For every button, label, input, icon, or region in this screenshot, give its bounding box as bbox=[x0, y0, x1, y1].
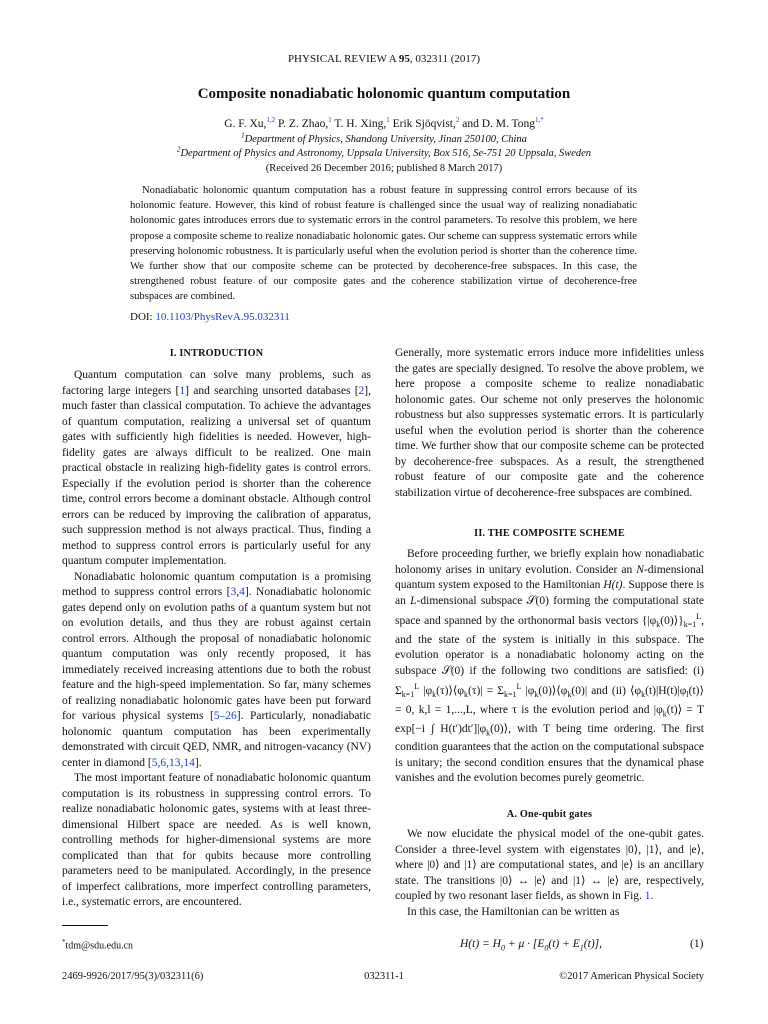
journal-article: , 032311 (2017) bbox=[409, 53, 481, 65]
text-run: (0)| and (ii) ⟨φ bbox=[571, 684, 642, 697]
journal-header bbox=[0, 53, 768, 65]
footer-copyright: ©2017 American Physical Society bbox=[559, 971, 704, 982]
text-run: , bbox=[236, 586, 240, 598]
right-column-bottom bbox=[395, 827, 704, 920]
paragraph: The most important feature of nonadiabatic holonomic quantum computation is its robustness in suppressing control errors. To realize nonadiabatic holonomic gates, systems with at least three-dimensional Hilbert space are needed. As is well known, controlling methods for higher-dimensional systems are more complicated than that for qubits because more controlling parameters need to be manipulated. Accordingly, in the presence of imperfect calibrations, more imperfect controlling parameters, i.e., systematic errors, are encountered. bbox=[62, 772, 371, 908]
author-affiliation-mark[interactable]: 1,* bbox=[535, 116, 544, 125]
text-run: Nonadiabatic holonomic quantum computation is a promising method to suppress control errors [ bbox=[62, 570, 371, 598]
math-symbol: L bbox=[410, 594, 417, 607]
footer-page-number: 032311-1 bbox=[364, 971, 404, 982]
citation-link[interactable]: 2 bbox=[358, 384, 365, 397]
text-run: |φ bbox=[419, 684, 433, 697]
text-run: (τ)| = Σ bbox=[468, 684, 504, 697]
math-subscript: l bbox=[686, 690, 689, 700]
affiliation-mark: 2 bbox=[176, 145, 181, 154]
equation-number: (1) bbox=[690, 938, 704, 950]
footnote-divider bbox=[62, 925, 108, 926]
text-run: . Suppose there is an bbox=[395, 579, 704, 607]
section-heading-introduction: I. INTRODUCTION bbox=[169, 348, 264, 359]
text-run: (t)⟩ = T exp[−i ∫ H(t′)dt′]|φ bbox=[395, 703, 704, 735]
footnote-mark: * bbox=[62, 938, 66, 946]
citation-link[interactable]: 1 bbox=[179, 384, 186, 397]
corresponding-email[interactable]: tdm@sdu.edu.cn bbox=[65, 940, 134, 952]
doi-line bbox=[130, 311, 290, 323]
paragraph bbox=[395, 827, 704, 905]
text-run: ] and searching unsorted databases [ bbox=[185, 384, 359, 397]
author-affiliation-mark[interactable]: 1 bbox=[328, 116, 332, 125]
text-run: ]. Nonadiabatic holonomic gates depend only on evolution paths of a quantum system but not on evolution details, and thus they are robust against certain control errors. Although the proposal of nonadiabatic holonomic quantum computation was only recently proposed, it has immediately received increasing attentions due to both the robust feature and the high-speed implementation. So far, many schemes of realizing nonadiabatic holonomic gates have been put forward for various physical systems [ bbox=[62, 586, 371, 722]
math-subscript: k=1 bbox=[401, 690, 415, 700]
math-subscript: k=1 bbox=[503, 690, 517, 700]
paragraph bbox=[395, 547, 704, 787]
abstract-text: Nonadiabatic holonomic quantum computation has a robust feature in suppressing control errors because of its holonomic feature. However, this kind of robust feature is challenged since the usual way of realizing nonadiabatic holonomic gates introduces errors due to systematic errors in the control parameters. To resolve this problem, we here propose a composite scheme to realize nonadiabatic holonomic gates. Our scheme can suppress systematic errors while preserving holonomic robustness. It is particularly useful when the evolution period is shorter than the coherence time. We further show that our composite scheme can be protected by decoherence-free subspaces. In this case, the strengthened robust feature of our composite gates and the coherence stabilization virtue of decoherence-free subspaces are combined. bbox=[130, 185, 637, 303]
author-affiliation-mark[interactable]: 2 bbox=[455, 116, 460, 125]
author-affiliation-mark[interactable]: 1 bbox=[386, 116, 390, 125]
affiliation-text: Department of Physics, Shandong University, Jinan 250100, China bbox=[244, 134, 527, 145]
math-subscript: k bbox=[567, 690, 572, 700]
right-column-top bbox=[395, 346, 704, 501]
author-name: P. Z. Zhao, bbox=[275, 118, 329, 130]
equation-subscript: 1 bbox=[579, 943, 584, 953]
journal-name: PHYSICAL REVIEW A bbox=[287, 53, 399, 65]
received-dates: (Received 26 December 2016; published 8 March 2017) bbox=[265, 163, 503, 174]
footer-issn: 2469-9926/2017/95(3)/032311(6) bbox=[62, 971, 204, 982]
math-symbol: N bbox=[636, 563, 644, 576]
text-run: (t)⟩ = 0, k,l = 1,...,L, where τ is the evolution period and |φ bbox=[395, 684, 704, 716]
math-subscript: k bbox=[432, 690, 437, 700]
doi-label: DOI: bbox=[130, 311, 156, 323]
text-run: (0)⟩} bbox=[660, 614, 684, 627]
left-column bbox=[62, 368, 371, 911]
figure-link[interactable]: 1 bbox=[644, 890, 651, 902]
citation-link[interactable]: 4 bbox=[239, 586, 245, 598]
text-run: (t)|H(t)|φ bbox=[645, 684, 687, 697]
text-run: (0)⟩, with T being time ordering. The first condition guarantees that the action on the computational subspace is unitary; the second condition ensures that the dynamical phase vanishes and the evolution becomes purely geometric. bbox=[395, 722, 705, 785]
journal-volume: 95 bbox=[398, 53, 410, 65]
math-subscript: k bbox=[486, 727, 491, 737]
citation-link[interactable]: 5–26 bbox=[213, 710, 237, 722]
text-run: We now elucidate the physical model of the one-qubit gates. Consider a three-level system with eigenstates |0⟩, |1⟩, and |e⟩, where |0⟩ and |1⟩ are computational states, and |e⟩ is an ancillary state. The transitions |0⟩ ↔ |e⟩ and |1⟩ ↔ |e⟩ are, respectively, coupled by two resonant laser fields, as shown in Fig. bbox=[395, 828, 704, 902]
paragraph: Generally, more systematic errors induce more infidelities unless the gates are specially designed. To resolve the above problem, we here propose a composite scheme to realize nonadiabatic holonomic gates. Our scheme not only preserves the holonomic robustness but also suppresses systematic errors. It is particularly useful when the evolution period is shorter than the coherence time. We further show that our composite scheme can be protected by decoherence-free subspaces. As a result, the strengthened robust feature of our composite gate and the coherence stabilization virtue of decoherence-free subspaces are combined. bbox=[395, 347, 704, 499]
affiliation-mark: 1 bbox=[241, 131, 245, 140]
math-subscript: k bbox=[464, 690, 469, 700]
author-list bbox=[0, 118, 768, 130]
subsection-heading-one-qubit-gates: A. One-qubit gates bbox=[506, 809, 593, 820]
author-affiliation-mark[interactable]: 1,2 bbox=[266, 116, 276, 125]
math-subscript: k=1 bbox=[683, 620, 697, 630]
equation-part: + μ · [E bbox=[504, 938, 545, 950]
paragraph: In this case, the Hamiltonian can be written as bbox=[407, 905, 620, 918]
math-subscript: k bbox=[534, 690, 539, 700]
equation-subscript: 0 bbox=[500, 943, 505, 953]
equation-part: (t)], bbox=[583, 938, 603, 950]
text-run: Quantum computation can solve many problems, such as factoring large integers [ bbox=[62, 369, 371, 397]
text-run: , and the state of the system is initially in this subspace. The evolution operator is a nonadiabatic holonomy acting on the subspace 𝒮(0) if the following two conditions are satisfied: (i) Σ bbox=[395, 614, 704, 697]
affiliation-text: Department of Physics and Astronomy, Uppsala University, Box 516, Se-751 20 Uppsala, Sweden bbox=[180, 148, 592, 159]
text-run: . bbox=[650, 890, 654, 902]
text-run: -dimensional subspace 𝒮(0) forming the computational state space and spanned by the orthonormal basis vectors {|φ bbox=[395, 594, 705, 627]
paper-title: Composite nonadiabatic holonomic quantum computation bbox=[197, 86, 571, 102]
equation-subscript: 0 bbox=[544, 943, 549, 953]
text-run: ]. bbox=[194, 756, 202, 769]
right-column-middle bbox=[395, 547, 704, 787]
math-symbol: H(t) bbox=[603, 579, 623, 591]
text-run: ], much faster than classical computation. To achieve the advantages of quantum computation, realizing a universal set of quantum gates with sufficiently high fidelities is needed. However, high-fidelity gates are always difficult to be realized. One main practical obstacle in realizing high-fidelity gates is control errors. Especially if the evolution period is shorter than the coherence time, control errors become a dominant obstacle. Although control errors can be reduced by improving the calibration of apparatus, such suppression method is not always practical. Thus, finding a method to suppress control errors is particularly useful for any quantum computer implementation. bbox=[62, 384, 371, 567]
text-run: |φ bbox=[521, 684, 535, 697]
citation-link[interactable]: 5,6,13,14 bbox=[151, 756, 195, 769]
affiliation-2 bbox=[0, 145, 768, 159]
math-superscript: L bbox=[414, 682, 420, 692]
section-heading-composite-scheme: II. THE COMPOSITE SCHEME bbox=[474, 528, 625, 539]
text-run: ]. Particularly, nonadiabatic holonomic quantum computation has been experimentally demonstrated with circuit QED, NMR, and nitrogen-vacancy (NV) center in diamond [ bbox=[62, 710, 372, 769]
abstract bbox=[130, 183, 637, 305]
text-run: (τ)⟩⟨φ bbox=[436, 684, 465, 697]
math-superscript: L bbox=[696, 612, 702, 621]
equation-part: (t) + E bbox=[548, 938, 580, 950]
math-subscript: k bbox=[641, 690, 646, 700]
paragraph bbox=[62, 570, 371, 772]
equation-part: H(t) = H bbox=[460, 938, 501, 950]
citation-link[interactable]: 3 bbox=[230, 586, 237, 598]
doi-link[interactable]: 10.1103/PhysRevA.95.032311 bbox=[155, 311, 290, 323]
author-name: G. F. Xu, bbox=[224, 118, 267, 130]
affiliation-1 bbox=[0, 131, 768, 145]
author-name: Erik Sjöqvist, bbox=[389, 118, 456, 130]
math-subscript: k bbox=[662, 709, 667, 719]
footnote bbox=[62, 938, 133, 951]
math-subscript: k bbox=[656, 620, 661, 630]
equation-hamiltonian bbox=[460, 938, 602, 952]
text-run: (0)⟩⟨φ bbox=[538, 684, 568, 697]
author-name: and D. M. Tong bbox=[459, 118, 536, 130]
text-run: -dimensional quantum system exposed to the Hamiltonian bbox=[395, 563, 704, 591]
author-name: T. H. Xing, bbox=[331, 118, 387, 130]
text-run: Before proceeding further, we briefly explain how nonadiabatic holonomy arises in unitary evolution. Consider an bbox=[395, 548, 704, 576]
paragraph bbox=[62, 368, 371, 570]
math-superscript: L bbox=[516, 682, 522, 692]
